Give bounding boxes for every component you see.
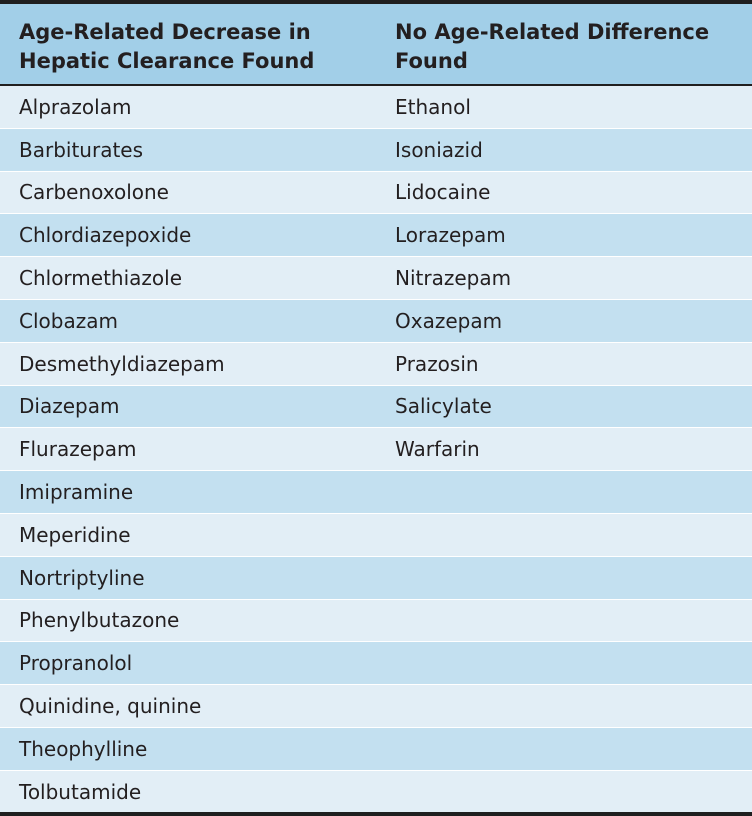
cell-no-difference-drug: Salicylate [395,394,492,419]
table-row [0,642,752,685]
bottom-rule [0,812,752,816]
table-row [0,514,752,557]
cell-decrease-drug: Imipramine [19,480,134,505]
cell-decrease-drug: Chlordiazepoxide [19,223,192,248]
cell-decrease-drug: Chlormethiazole [19,266,183,291]
cell-decrease-drug: Quinidine, quinine [19,694,202,719]
cell-decrease-drug: Theophylline [19,736,148,761]
cell-decrease-drug: Tolbutamide [19,779,142,804]
cell-no-difference-drug: Lidocaine [395,180,491,205]
cell-no-difference-drug: Prazosin [395,351,479,376]
cell-decrease-drug: Carbenoxolone [19,180,169,205]
table-row [0,386,752,429]
cell-decrease-drug: Desmethyldiazepam [19,351,225,376]
cell-decrease-drug: Barbiturates [19,137,144,162]
table-row [0,728,752,771]
cell-decrease-drug: Flurazepam [19,437,137,462]
cell-decrease-drug: Nortriptyline [19,565,145,590]
cell-no-difference-drug: Ethanol [395,94,471,119]
header-no-difference-column: No Age-Related Difference Found [395,20,710,73]
table-row [0,557,752,600]
cell-decrease-drug: Alprazolam [19,94,132,119]
table-row [0,257,752,300]
table-row [0,428,752,471]
table-row [0,86,752,129]
cell-decrease-drug: Propranolol [19,651,133,676]
cell-no-difference-drug: Isoniazid [395,137,483,162]
table-header [0,0,752,86]
header-decrease-column: Age-Related Decrease in Hepatic Clearance Found [19,20,315,73]
cell-decrease-drug: Diazepam [19,394,120,419]
cell-no-difference-drug: Lorazepam [395,223,506,248]
table-row [0,685,752,728]
table-row [0,300,752,343]
table-row [0,172,752,215]
table-row [0,471,752,514]
table-row [0,771,752,814]
table-row [0,129,752,172]
cell-no-difference-drug: Nitrazepam [395,266,512,291]
cell-decrease-drug: Meperidine [19,522,131,547]
cell-no-difference-drug: Warfarin [395,437,480,462]
table-row [0,214,752,257]
table-row [0,343,752,386]
table-row [0,600,752,643]
cell-decrease-drug: Clobazam [19,308,118,333]
cell-decrease-drug: Phenylbutazone [19,608,180,633]
cell-no-difference-drug: Oxazepam [395,308,503,333]
table-body [0,86,752,814]
